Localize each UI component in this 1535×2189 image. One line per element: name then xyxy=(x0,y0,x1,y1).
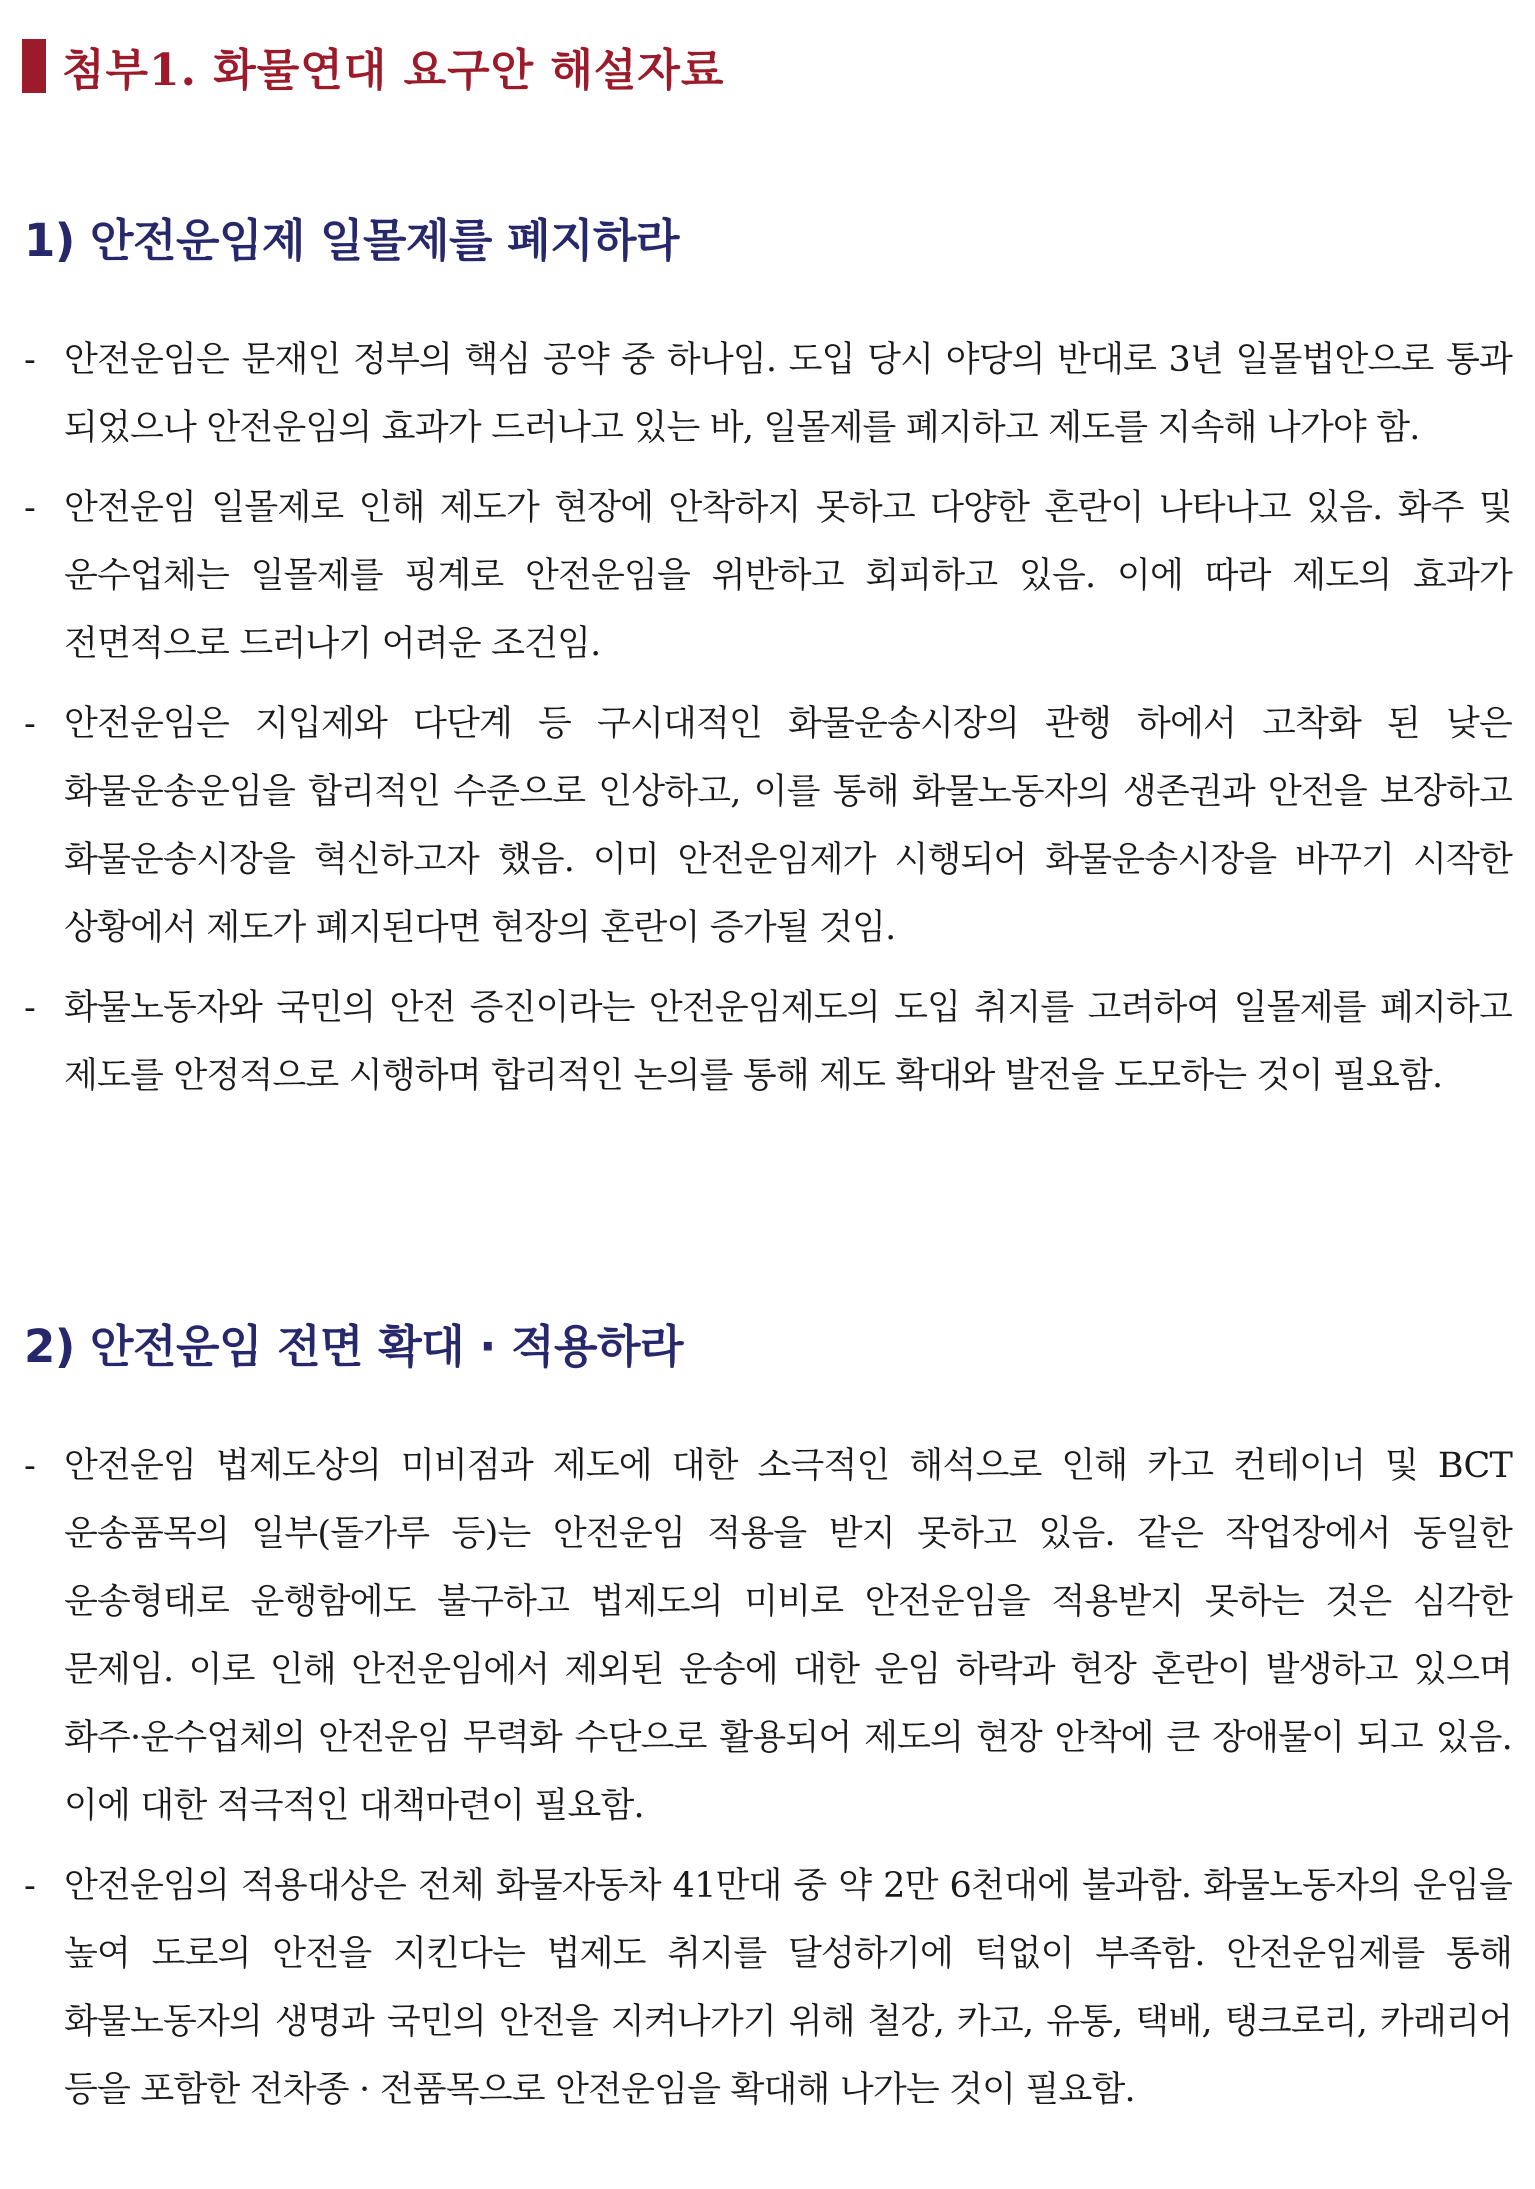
dash-bullet-icon: - xyxy=(24,1446,36,1486)
document-title xyxy=(22,34,724,98)
bullet-text: 안전운임은 문재인 정부의 핵심 공약 중 하나임. 도입 당시 야당의 반대로 3년 일몰법안으로 통과 되었으나 안전운임의 효과가 드러나고 있는 바, 일몰제를 폐지하고 제도를 지속해 나가야 함. xyxy=(64,340,1512,448)
title-accent-bar xyxy=(22,39,46,93)
bullet-text: 안전운임 일몰제로 인해 제도가 현장에 안착하지 못하고 다양한 혼란이 나타나고 있음. 화주 및 운수업체는 일몰제를 핑계로 안전운임을 위반하고 회피하고 있음. 이에 따라 제도의 효과가 전면적으로 드러나기 어려운 조건임. xyxy=(64,488,1512,664)
section-1-bullet-list xyxy=(24,326,1512,1122)
bullet-text: 안전운임의 적용대상은 전체 화물자동차 41만대 중 약 2만 6천대에 불과함. 화물노동자의 운임을 높여 도로의 안전을 지킨다는 법제도 취지를 달성하기에 턱없이 부족함. 안전운임제를 통해 화물노동자의 생명과 국민의 안전을 지켜나가기 위해 철강, 카고, 유통, 택배, 탱크로리, 카래리어 등을 포함한 전차종 · 전품목으로 안전운임을 확대해 나가는 것이 필요함. xyxy=(64,1866,1512,2110)
bullet-item xyxy=(24,1432,1512,1840)
bullet-item xyxy=(24,474,1512,678)
section-heading-1: 1) 안전운임제 일몰제를 폐지하라 xyxy=(24,214,679,267)
section-2-bullet-list xyxy=(24,1432,1512,2136)
dash-bullet-icon: - xyxy=(24,340,36,380)
section-heading-2: 2) 안전운임 전면 확대 · 적용하라 xyxy=(24,1320,683,1373)
document-title-text: 첨부1. 화물연대 요구안 해설자료 xyxy=(62,45,725,96)
dash-bullet-icon: - xyxy=(24,488,36,528)
bullet-text: 안전운임은 지입제와 다단계 등 구시대적인 화물운송시장의 관행 하에서 고착화 된 낮은 화물운송운임을 합리적인 수준으로 인상하고, 이를 통해 화물노동자의 생존권과 안전을 보장하고 화물운송시장을 혁신하고자 했음. 이미 안전운임제가 시행되어 화물운송시장을 바꾸기 시작한 상황에서 제도가 폐지된다면 현장의 혼란이 증가될 것임. xyxy=(64,704,1512,948)
bullet-text: 안전운임 법제도상의 미비점과 제도에 대한 소극적인 해석으로 인해 카고 컨테이너 및 BCT 운송품목의 일부(돌가루 등)는 안전운임 적용을 받지 못하고 있음. 같은 작업장에서 동일한 운송형태로 운행함에도 불구하고 법제도의 미비로 안전운임을 적용받지 못하는 것은 심각한 문제임. 이로 인해 안전운임에서 제외된 운송에 대한 운임 하락과 현장 혼란이 발생하고 있으며 화주·운수업체의 안전운임 무력화 수단으로 활용되어 제도의 현장 안착에 큰 장애물이 되고 있음. 이에 대한 적극적인 대책마련이 필요함. xyxy=(64,1446,1512,1826)
bullet-item xyxy=(24,326,1512,462)
dash-bullet-icon: - xyxy=(24,704,36,744)
bullet-item xyxy=(24,1852,1512,2124)
bullet-text: 화물노동자와 국민의 안전 증진이라는 안전운임제도의 도입 취지를 고려하여 일몰제를 폐지하고 제도를 안정적으로 시행하며 합리적인 논의를 통해 제도 확대와 발전을 도모하는 것이 필요함. xyxy=(64,988,1512,1096)
bullet-item xyxy=(24,690,1512,962)
dash-bullet-icon: - xyxy=(24,988,36,1028)
dash-bullet-icon: - xyxy=(24,1866,36,1906)
bullet-item xyxy=(24,974,1512,1110)
